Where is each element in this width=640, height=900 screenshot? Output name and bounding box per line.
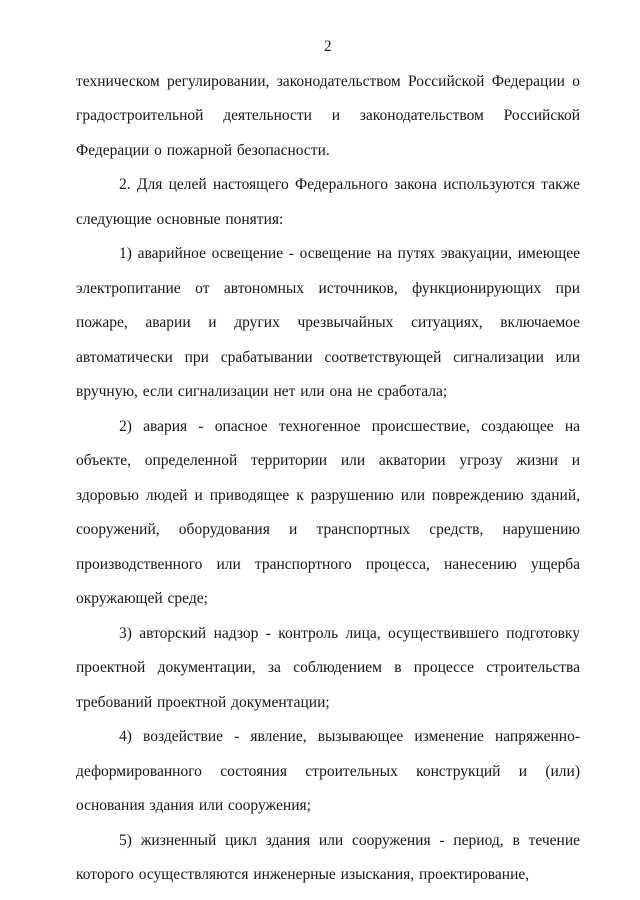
paragraph: 1) аварийное освещение - освещение на путях эвакуации, имеющее электропитание от автономных источников, функционирующих при пожаре, аварии и других чрезвычайных ситуациях, включаемое автоматически при срабатывании соответствующей сигнализации или вручную, если сигнализации нет или она не сработала; bbox=[76, 245, 580, 400]
paragraph: техническом регулировании, законодательством Российской Федерации о градостроительной деятельности и законодательством Российской Федерации о пожарной безопасности. bbox=[76, 72, 580, 159]
paragraph: 5) жизненный цикл здания или сооружения - период, в течение которого осуществляются инженерные изыскания, проектирование, bbox=[76, 831, 580, 883]
paragraph: 2) авария - опасное техногенное происшествие, создающее на объекте, определенной территории или акватории угрозу жизни и здоровью людей и приводящее к разрушению или повреждению зданий, сооружений, оборудования и транспортных средств, нарушению производственного или транспортного процесса, нанесению ущерба окружающей среде; bbox=[76, 417, 580, 607]
paragraph: 3) авторский надзор - контроль лица, осуществившего подготовку проектной документации, за соблюдением в процессе строительства требований проектной документации; bbox=[76, 624, 580, 711]
paragraph: 4) воздействие - явление, вызывающее изменение напряженно-деформированного состояния строительных конструкций и (или) основания здания или сооружения; bbox=[76, 728, 580, 814]
page-body bbox=[76, 65, 580, 893]
page-number: 2 bbox=[323, 38, 333, 55]
paragraph: 2. Для целей настоящего Федерального закона используются также следующие основные понятия: bbox=[76, 176, 580, 228]
